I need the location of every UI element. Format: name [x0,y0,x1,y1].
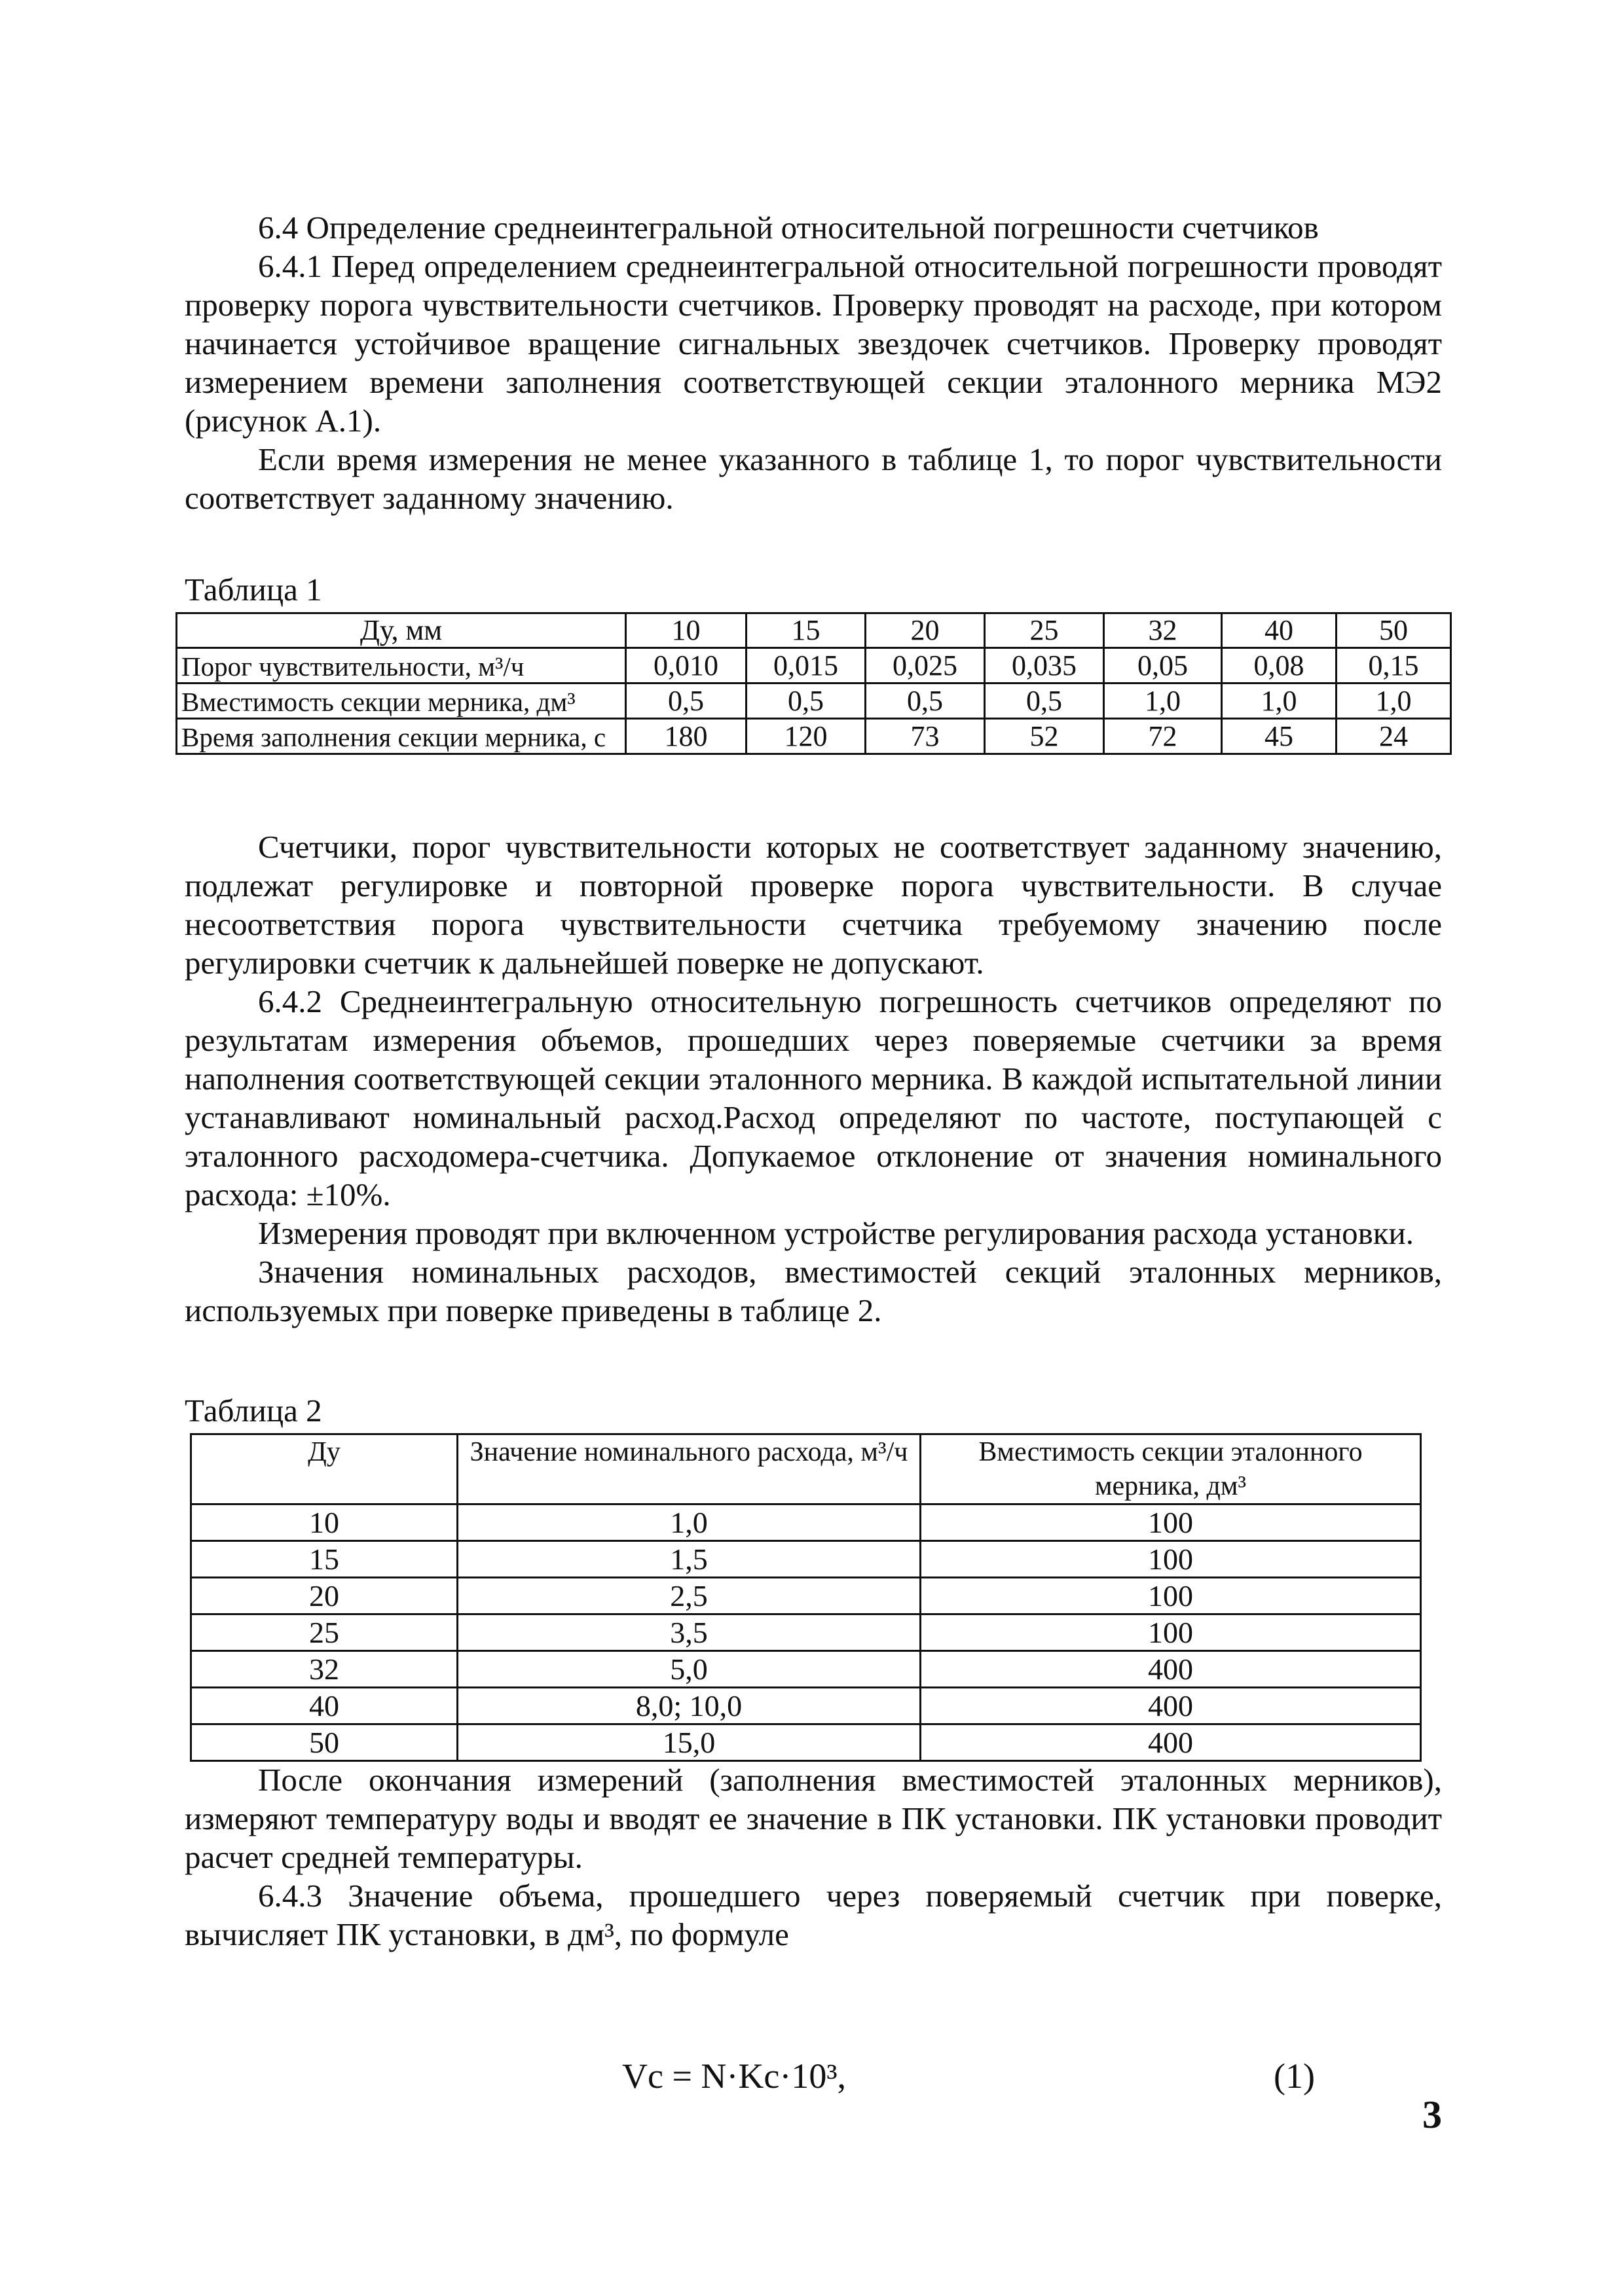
paragraph-values: Значения номинальных расходов, вместимостей секций эталонных мерников, используемых при поверке приведены в таблице 2. [185,1254,1442,1328]
table1-row-label: Время заполнения секции мерника, с [177,719,626,754]
table2-cell: 100 [921,1504,1421,1541]
table2-cell: 10 [191,1504,458,1541]
table1-cell: 180 [626,719,747,754]
table-2 [190,1433,1422,1762]
table1-row-label: Порог чувствительности, м³/ч [177,648,626,683]
table1-cell: 1,0 [1222,683,1337,719]
table1-caption: Таблица 1 [185,572,322,608]
table1-cell: 0,15 [1337,648,1451,683]
table2-header-du: Ду [191,1434,458,1504]
table2-cell: 2,5 [458,1578,921,1614]
table-row [191,1541,1421,1578]
table1-row-threshold [177,648,1451,683]
table1-cell: 72 [1104,719,1222,754]
section-6-4-block [185,208,1442,517]
paragraph-6-4-1: 6.4.1 Перед определением среднеинтегральной относительной погрешности проводят проверку порога чувствительности счетчиков. Проверку проводят на расходе, при котором начинается устойчивое вращение сигнальных звездочек счетчиков. Проверку проводят измерением времени заполнения соответствующей секции эталонного мерника МЭ2 (рисунок А.1). [185,248,1442,439]
table1-cell: 0,5 [626,683,747,719]
table1-cell: 0,035 [985,648,1104,683]
table2-cell: 3,5 [458,1614,921,1651]
table1-du: 10 [626,613,747,648]
table2-cell: 100 [921,1614,1421,1651]
table1-du: 20 [866,613,985,648]
paragraph-6-4-3: 6.4.3 Значение объема, прошедшего через поверяемый счетчик при поверке, вычисляет ПК установки, в дм³, по формуле [185,1878,1442,1952]
table1-header-row [177,613,1451,648]
table1-cell: 73 [866,719,985,754]
table-row [191,1578,1421,1614]
table2-cell: 400 [921,1688,1421,1724]
lower-text-block [185,1760,1442,1954]
table2-cell: 400 [921,1724,1421,1761]
table1-cell: 52 [985,719,1104,754]
table2-header-flow: Значение номинального расхода, м³/ч [458,1434,921,1504]
table2-caption: Таблица 2 [185,1393,322,1429]
table1-du: 25 [985,613,1104,648]
table1-cell: 0,5 [985,683,1104,719]
paragraph-6-4-2: 6.4.2 Среднеинтегральную относительную погрешность счетчиков определяют по результатам измерения объемов, прошедших через поверяемые счетчики за время наполнения соответствующей секции эталонного мерника. В каждой испытательной линии устанавливают номинальный расход.Расход определяют по частоте, поступающей с эталонного расходомера-счетчика. Допукаемое отклонение от значения номинального расхода: ±10%. [185,983,1442,1212]
table-row [191,1724,1421,1761]
table1-cell: 24 [1337,719,1451,754]
formula-number: (1) [1274,2056,1315,2096]
table2-cell: 1,0 [458,1504,921,1541]
table1-cell: 0,5 [747,683,866,719]
table2-cell: 8,0; 10,0 [458,1688,921,1724]
table2-cell: 15,0 [458,1724,921,1761]
table1-du: 40 [1222,613,1337,648]
table1-cell: 1,0 [1104,683,1222,719]
page-number: 3 [1422,2093,1442,2136]
table2-cell: 15 [191,1541,458,1578]
table2-cell: 32 [191,1651,458,1688]
table1-row-capacity [177,683,1451,719]
table1-du: 15 [747,613,866,648]
middle-text-block [185,828,1442,1330]
table-1 [175,612,1452,755]
paragraph-measurements: Измерения проводят при включенном устройстве регулирования расхода установки. [258,1215,1414,1251]
table2-header-row [191,1434,1421,1504]
table1-cell: 0,025 [866,648,985,683]
formula-volume: Vc = N·Kc·10³, [622,2056,847,2096]
paragraph-time-threshold: Если время измерения не менее указанного в таблице 1, то порог чувствительности соответствует заданному значению. [185,441,1442,516]
table1-cell: 120 [747,719,866,754]
table-row [191,1651,1421,1688]
section-heading-6-4: 6.4 Определение среднеинтегральной относительной погрешности счетчиков [258,210,1319,246]
table1-row-fill-time [177,719,1451,754]
table2-cell: 50 [191,1724,458,1761]
table1-cell: 0,05 [1104,648,1222,683]
table1-cell: 0,08 [1222,648,1337,683]
table2-cell: 5,0 [458,1651,921,1688]
table1-du: 50 [1337,613,1451,648]
table1-row-label: Вместимость секции мерника, дм³ [177,683,626,719]
table-row [191,1614,1421,1651]
table2-cell: 100 [921,1578,1421,1614]
table1-cell: 1,0 [1337,683,1451,719]
table1-cell: 0,010 [626,648,747,683]
table-row [191,1688,1421,1724]
table1-cell: 45 [1222,719,1337,754]
table1-cell: 0,5 [866,683,985,719]
table2-cell: 25 [191,1614,458,1651]
table-row [191,1504,1421,1541]
table2-cell: 400 [921,1651,1421,1688]
paragraph-after-table1: Счетчики, порог чувствительности которых не соответствует заданному значению, подлежат регулировке и повторной проверке порога чувствительности. В случае несоответствия порога чувствительности счетчика требуемому значению после регулировки счетчик к дальнейшей поверке не допускают. [185,829,1442,981]
table2-cell: 100 [921,1541,1421,1578]
table1-cell: 0,015 [747,648,866,683]
table2-header-capacity: Вместимость секции эталонного мерника, дм³ [921,1434,1421,1504]
table2-cell: 1,5 [458,1541,921,1578]
table1-header-label: Ду, мм [177,613,626,648]
table2-cell: 40 [191,1688,458,1724]
table1-du: 32 [1104,613,1222,648]
paragraph-after-table2: После окончания измерений (заполнения вместимостей эталонных мерников), измеряют температуру воды и вводят ее значение в ПК установки. ПК установки проводит расчет средней температуры. [185,1762,1442,1875]
table2-cell: 20 [191,1578,458,1614]
